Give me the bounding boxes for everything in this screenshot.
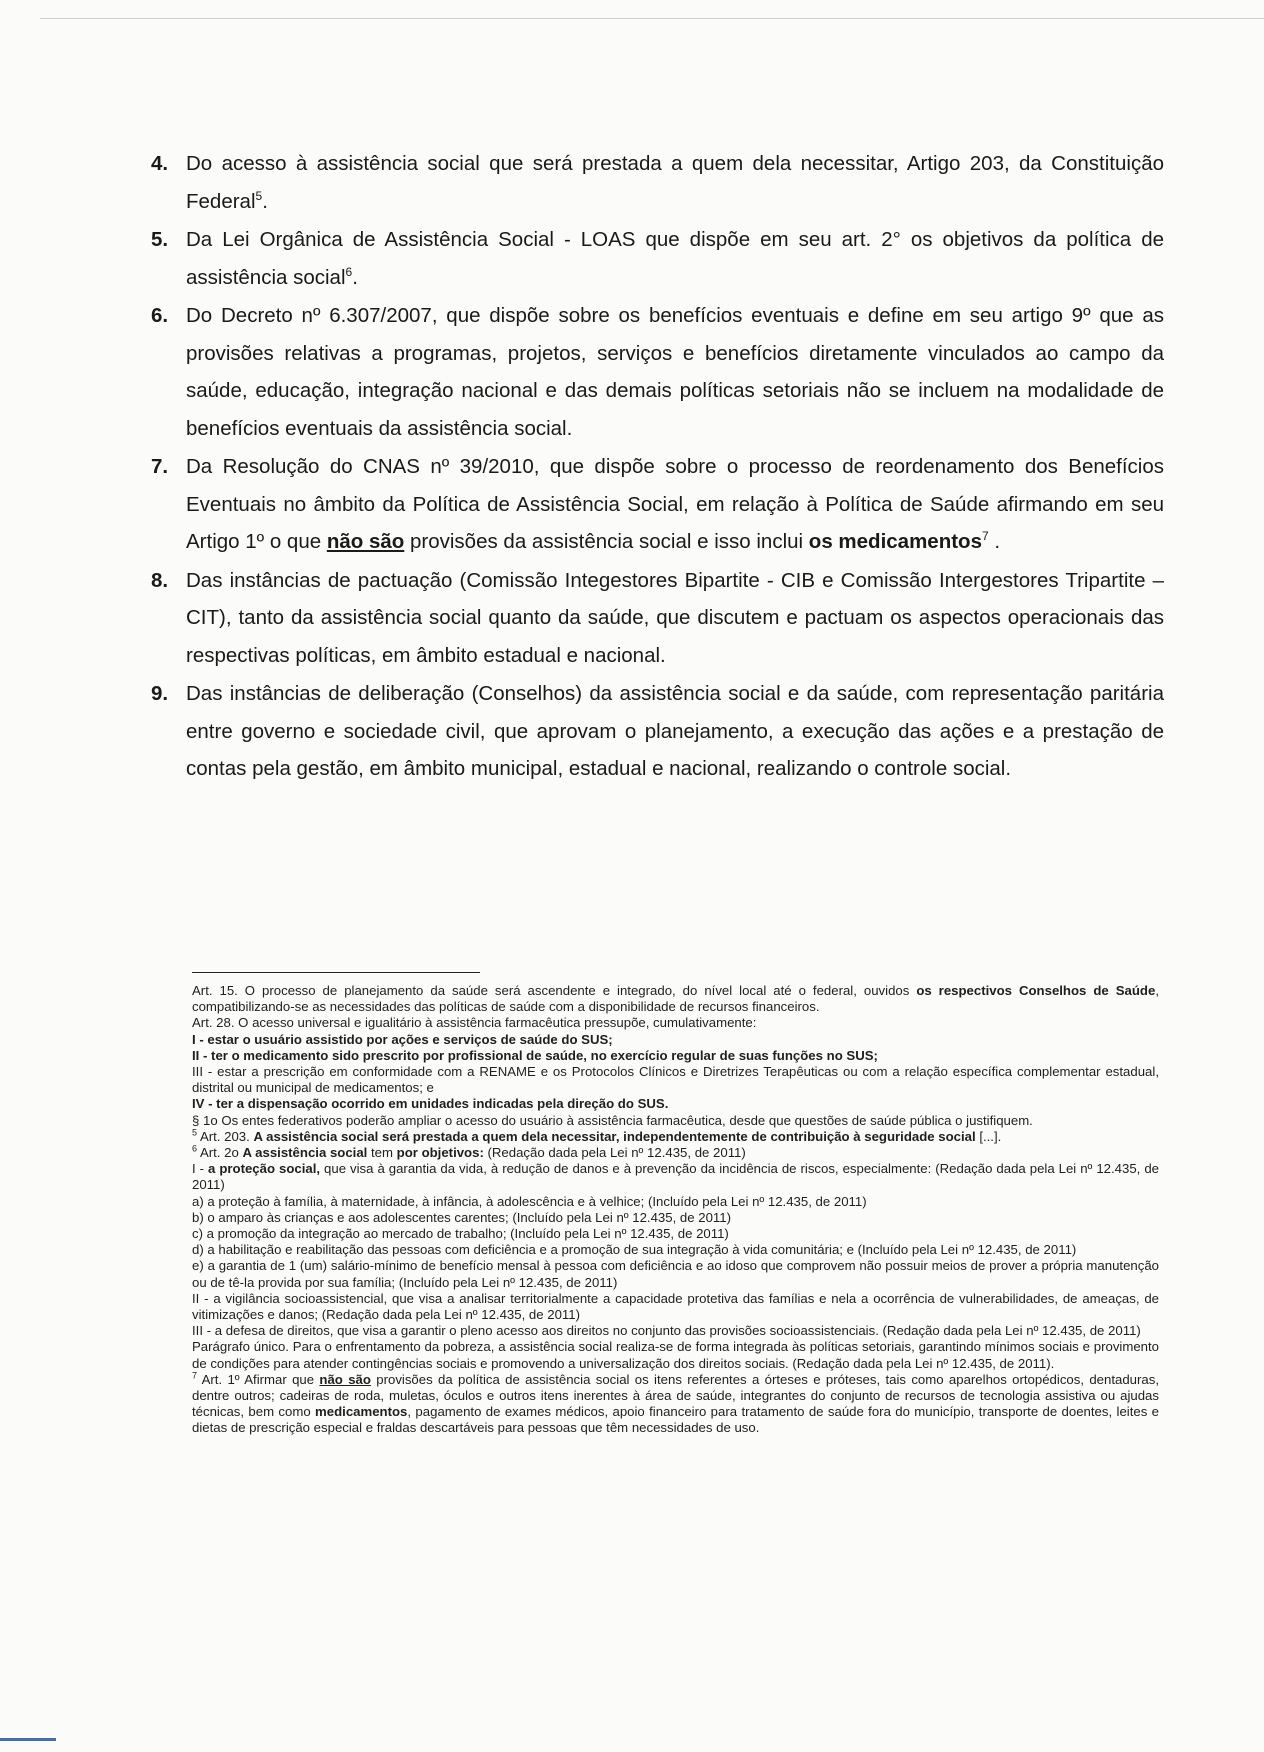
footnote-paragraph [192, 983, 1159, 1015]
list-item-number: 8. [151, 568, 169, 592]
scan-corner-mark [0, 1738, 56, 1741]
footnote-paragraph [192, 1210, 1159, 1226]
text-run: Da Resolução do CNAS nº 39/2010, que dispõe sobre o processo de reordenamento dos Benefícios Eventuais no âmbito da Política de Assistência Social, em relação à Política de Saúde afirmando em seu Artigo 1º o que [186, 455, 1164, 553]
footnote-paragraph [192, 1129, 1159, 1145]
footnote-paragraph [192, 1032, 1159, 1048]
text-run: II - a vigilância socioassistencial, que visa a analisar territorialmente a capacidade protetiva das famílias e nela a ocorrência de vulnerabilidades, de ameaças, de vitimizações e danos; (Redação dada pela Lei nº 12.435, de 2011) [192, 1290, 1159, 1323]
text-run: . [988, 530, 1001, 553]
list-item [151, 297, 1164, 447]
text-run: . [262, 189, 268, 213]
text-run: A assistência social será prestada a quem dela necessitar, independentemente de contribuição à seguridade social [253, 1128, 976, 1144]
text-run: Art. 1º Afirmar que [197, 1371, 320, 1387]
footnote-paragraph [192, 1096, 1159, 1112]
footnote-paragraph [192, 1242, 1159, 1258]
footnote-paragraph [192, 1291, 1159, 1323]
text-run: Das instâncias de deliberação (Conselhos) da assistência social e da saúde, com representação paritária entre governo e sociedade civil, que aprovam o planejamento, a execução das ações e a prestação de contas pela gestão, em âmbito municipal, estadual e nacional, realizando o controle social. [186, 682, 1164, 780]
footnote-ref: 5 [192, 1127, 198, 1138]
text-run: provisões da assistência social e isso inclui [404, 530, 809, 553]
numbered-list [151, 145, 1164, 789]
footnote-paragraph [192, 1113, 1159, 1129]
list-item-number: 9. [151, 682, 169, 705]
text-run: a proteção social, [208, 1161, 321, 1177]
text-run: , compatibilizando-se as necessidades das políticas de saúde com a disponibilidade de recursos financeiros. [192, 983, 1159, 1015]
text-run: os respectivos Conselhos de Saúde [916, 983, 1156, 998]
list-item [151, 448, 1164, 561]
text-run: [...]. [975, 1128, 1002, 1144]
list-item-number: 5. [151, 228, 169, 251]
text-run: Parágrafo único. Para o enfrentamento da pobreza, a assistência social realiza-se de forma integrada às políticas setoriais, garantindo mínimos sociais e provimento de condições para atender contingências sociais e promovendo a universalização dos direitos sociais. (Redação dada pela Lei nº 12.435, de 2011). [192, 1339, 1159, 1371]
text-run: A assistência social [242, 1145, 368, 1161]
scan-edge-line [40, 18, 1264, 19]
footnote-ref: 7 [981, 529, 989, 544]
text-run: IV - ter a dispensação ocorrido em unidades indicadas pela direção do SUS. [192, 1096, 669, 1112]
list-item [151, 562, 1164, 675]
footnote-paragraph [192, 1194, 1159, 1210]
text-run: que visa à garantia da vida, à redução de danos e à prevenção da incidência de riscos, especialmente: (Redação dada pela Lei nº 12.435, de 2011) [192, 1161, 1159, 1193]
footnote-paragraph [192, 1048, 1159, 1064]
footnote-paragraph [192, 1258, 1159, 1290]
footnote-paragraph [192, 1161, 1159, 1193]
text-run: tem [367, 1145, 397, 1161]
text-run: Art. 15. O processo de planejamento da saúde será ascendente e integrado, do nível local até o federal, ouvidos [192, 983, 917, 998]
list-item [151, 675, 1164, 788]
text-run: Art. 2o [197, 1145, 243, 1161]
footnote-paragraph [192, 1323, 1159, 1339]
text-run: c) a promoção da integração ao mercado de trabalho; (Incluído pela Lei nº 12.435, de 2011) [192, 1226, 729, 1242]
list-item-number: 6. [151, 304, 169, 327]
text-run: os medicamentos [808, 530, 982, 553]
text-run: Art. 28. O acesso universal e igualitário à assistência farmacêutica pressupõe, cumulativamente: [192, 1015, 757, 1031]
list-item [151, 145, 1164, 220]
text-run: Das instâncias de pactuação (Comissão Integestores Bipartite - CIB e Comissão Intergestores Tripartite – CIT), tanto da assistência social quanto da saúde, que discutem e pactuam os aspectos operacionais das respectivas políticas, em âmbito estadual e nacional. [186, 568, 1164, 667]
footnote-ref: 6 [192, 1143, 198, 1154]
footnotes-section [192, 983, 1159, 1437]
text-run: (Redação dada pela Lei nº 12.435, de 2011) [483, 1145, 746, 1161]
text-run: , pagamento de exames médicos, apoio financeiro para tratamento de saúde fora do município, transporte de doentes, leites e dietas de prescrição especial e fraldas descartáveis para pessoas que têm necessidades de uso. [192, 1404, 1159, 1436]
footnote-paragraph [192, 1015, 1159, 1031]
text-run: por objetivos: [396, 1145, 484, 1161]
list-item-number: 7. [151, 455, 169, 478]
footnote-paragraph [192, 1372, 1159, 1437]
text-run: III - estar a prescrição em conformidade com a RENAME e os Protocolos Clínicos e Diretrizes Terapêuticas ou com a relação específica complementar estadual, distrital ou municipal de medicamentos; e [192, 1064, 1159, 1096]
text-run: provisões da política de assistência social os itens referentes a órteses e próteses, tais como aparelhos ortopédicos, dentaduras, dentre outros; cadeiras de roda, muletas, óculos e outros itens inerentes à área de saúde, integrantes do conjunto de recursos de tecnologia assistiva ou ajudas técnicas, bem como [192, 1371, 1159, 1420]
footnote-paragraph [192, 1226, 1159, 1242]
text-run: Do acesso à assistência social que será prestada a quem dela necessitar, Artigo 203, da Constituição Federal [186, 152, 1164, 213]
footnote-paragraph [192, 1145, 1159, 1161]
text-run: a) a proteção à família, à maternidade, à infância, à adolescência e à velhice; (Incluído pela Lei nº 12.435, de 2011) [192, 1193, 867, 1209]
text-run: Art. 203. [197, 1128, 254, 1144]
text-run: § 1o Os entes federativos poderão ampliar o acesso do usuário à assistência farmacêutica, desde que questões de saúde pública o justifiquem. [192, 1112, 1033, 1128]
list-item-number: 4. [151, 152, 169, 175]
footnote-paragraph [192, 1064, 1159, 1096]
text-run: d) a habilitação e reabilitação das pessoas com deficiência e a promoção de sua integração à vida comunitária; e (Incluído pela Lei nº 12.435, de 2011) [192, 1242, 1077, 1258]
footnote-separator [192, 972, 480, 973]
text-run: não são [326, 530, 405, 553]
footnote-ref: 5 [255, 188, 263, 203]
footnote-ref: 7 [192, 1370, 198, 1381]
text-run: I - [192, 1161, 209, 1177]
text-run: não são [319, 1371, 371, 1387]
text-run: b) o amparo às crianças e aos adolescentes carentes; (Incluído pela Lei nº 12.435, de 2011) [192, 1209, 731, 1225]
text-run: e) a garantia de 1 (um) salário-mínimo de benefício mensal à pessoa com deficiência e ao idoso que comprovem não possuir meios de prover a própria manutenção ou de tê-la provida por sua família; (Incluído pela Lei nº 12.435, de 2011) [192, 1258, 1159, 1290]
text-run: Do Decreto nº 6.307/2007, que dispõe sobre os benefícios eventuais e define em seu artigo 9º que as provisões relativas a programas, projetos, serviços e benefícios diretamente vinculados ao campo da saúde, educação, integração nacional e das demais políticas setoriais não se incluem na modalidade de benefícios eventuais da assistência social. [186, 304, 1164, 440]
text-run: medicamentos [315, 1404, 408, 1420]
text-run: II - ter o medicamento sido prescrito por profissional de saúde, no exercício regular de suas funções no SUS; [192, 1047, 878, 1063]
text-run: III - a defesa de direitos, que visa a garantir o pleno acesso aos direitos no conjunto das provisões socioassistenciais. (Redação dada pela Lei nº 12.435, de 2011) [192, 1323, 1141, 1339]
footnote-ref: 6 [345, 264, 353, 279]
footnote-paragraph [192, 1339, 1159, 1371]
list-item [151, 221, 1164, 296]
text-run: Da Lei Orgânica de Assistência Social - LOAS que dispõe em seu art. 2° os objetivos da política de assistência social [186, 228, 1164, 289]
text-run: I - estar o usuário assistido por ações e serviços de saúde do SUS; [192, 1031, 613, 1047]
text-run: . [352, 265, 358, 289]
